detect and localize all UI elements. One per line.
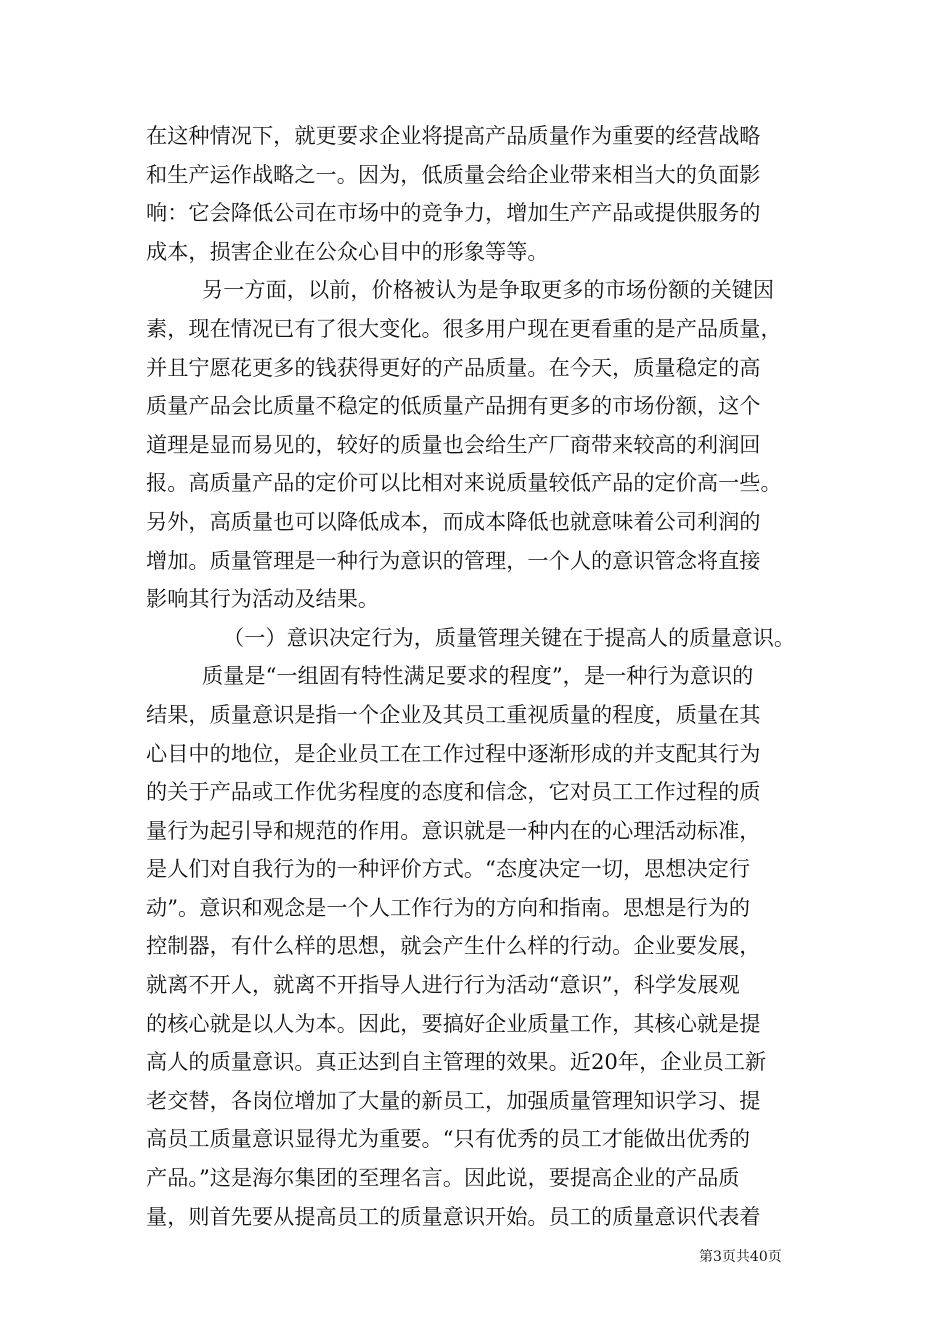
text-line: 道理是显而易见的，较好的质量也会给生产厂商带来较高的利润回 bbox=[146, 431, 761, 457]
body-text bbox=[146, 117, 810, 1236]
text-line: 就离不开人，就离不开指导人进行行为活动“意识”，科学发展观 bbox=[146, 972, 740, 998]
text-line: 和生产运作战略之一。因为，低质量会给企业带来相当大的负面影 bbox=[146, 161, 761, 187]
text-line: 心目中的地位，是企业员工在工作过程中逐渐形成的并支配其行为 bbox=[146, 740, 761, 766]
text-line: 增加。质量管理是一种行为意识的管理，一个人的意识管念将直接 bbox=[146, 547, 761, 573]
text-line: 成本，损害企业在公众心目中的形象等等。 bbox=[146, 238, 549, 264]
text-line: 并且宁愿花更多的钱获得更好的产品质量。在今天，质量稳定的高 bbox=[146, 354, 761, 380]
paragraph-start-line: 质量是“一组固有特性满足要求的程度”，是一种行为意识的 bbox=[202, 663, 754, 689]
text-line: 影响其行为活动及结果。 bbox=[146, 586, 380, 612]
text-line: 量，则首先要从提高员工的质量意识开始。员工的质量意识代表着 bbox=[146, 1203, 761, 1229]
text-line: 素，现在情况已有了很大变化。很多用户现在更看重的是产品质量， bbox=[146, 315, 782, 341]
text-line: 高人的质量意识。真正达到自主管理的效果。近20年，企业员工新 bbox=[146, 1049, 767, 1075]
text-line: 报。高质量产品的定价可以比相对来说质量较低产品的定价高一些。 bbox=[146, 470, 782, 496]
paragraph-start-line: 另一方面，以前，价格被认为是争取更多的市场份额的关键因 bbox=[202, 277, 775, 303]
text-line: 产品。”这是海尔集团的至理名言。因此说，要提高企业的产品质 bbox=[146, 1165, 740, 1191]
text-line: 结果，质量意识是指一个企业及其员工重视质量的程度，质量在其 bbox=[146, 701, 761, 727]
section-heading: （一）意识决定行为，质量管理关键在于提高人的质量意识。 bbox=[223, 624, 796, 650]
text-line: 量行为起引导和规范的作用。意识就是一种内在的心理活动标准， bbox=[146, 817, 761, 843]
page-number: 第3页共40页 bbox=[699, 1249, 782, 1265]
text-line: 控制器，有什么样的思想，就会产生什么样的行动。企业要发展， bbox=[146, 933, 761, 959]
text-line: 是人们对自我行为的一种评价方式。“态度决定一切，思想决定行 bbox=[146, 856, 751, 882]
text-line: 在这种情况下，就更要求企业将提高产品质量作为重要的经营战略 bbox=[146, 123, 761, 148]
text-line: 质量产品会比质量不稳定的低质量产品拥有更多的市场份额，这个 bbox=[146, 393, 761, 419]
text-line: 高员工质量意识显得尤为重要。“只有优秀的员工才能做出优秀的 bbox=[146, 1126, 751, 1152]
text-line: 的关于产品或工作优劣程度的态度和信念，它对员工工作过程的质 bbox=[146, 779, 761, 805]
text-line: 的核心就是以人为本。因此，要搞好企业质量工作，其核心就是提 bbox=[146, 1010, 761, 1036]
text-line: 动”。意识和观念是一个人工作行为的方向和指南。思想是行为的 bbox=[146, 894, 751, 920]
text-line: 老交替，各岗位增加了大量的新员工，加强质量管理知识学习、提 bbox=[146, 1087, 761, 1113]
text-line: 响：它会降低公司在市场中的竞争力，增加生产产品或提供服务的 bbox=[146, 200, 761, 226]
text-line: 另外，高质量也可以降低成本，而成本降低也就意味着公司利润的 bbox=[146, 508, 761, 534]
